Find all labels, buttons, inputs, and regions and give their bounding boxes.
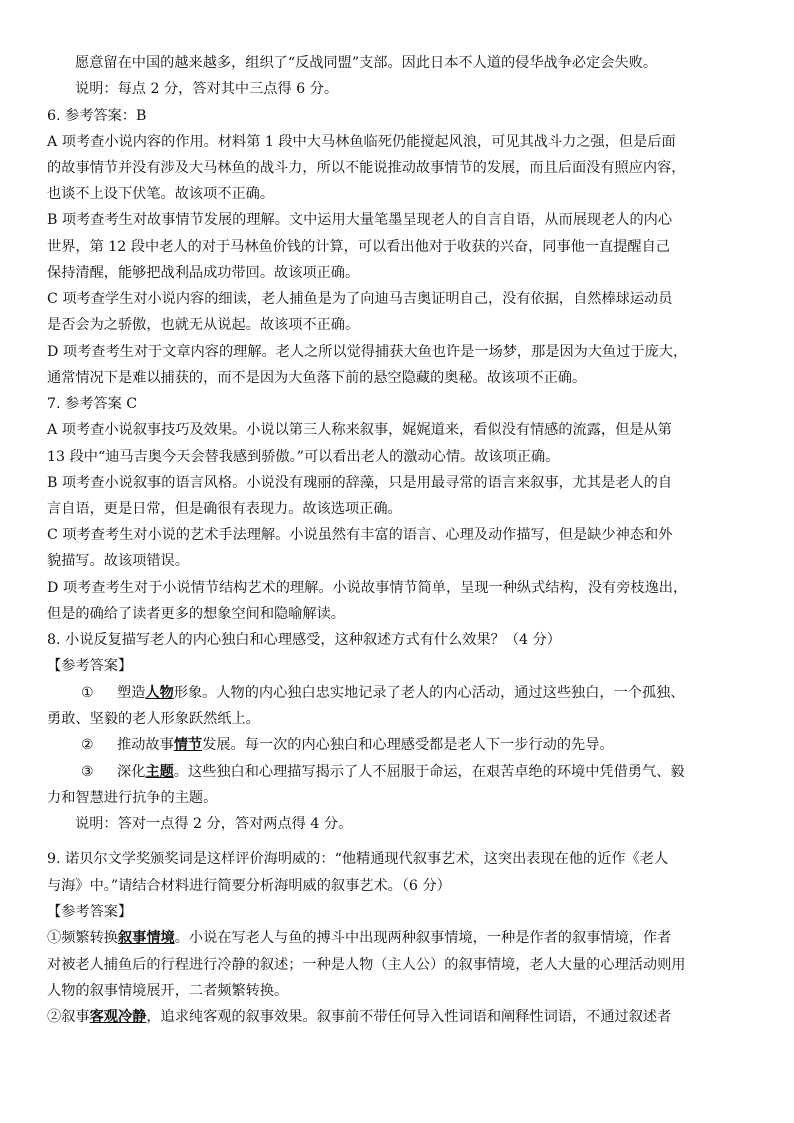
text-line: 说明：每点 2 分，答对其中三点得 6 分。	[75, 81, 339, 97]
text-line: 13 段中“迪马吉奥今天会替我感到骄傲。”可以看出老人的激动心情。故该项正确。	[47, 449, 560, 465]
question-8: 8. 小说反复描写老人的内心独白和心理感受，这种叙述方式有什么效果？（4 分）	[47, 632, 561, 648]
keyword: 情节	[173, 737, 203, 753]
answer-point-2: ②叙事客观冷静，追求纯客观的叙事效果。叙事前不带任何导入性词语和阐释性词语，不通过叙述者	[47, 1009, 672, 1025]
text-line: B 项考查小说叙事的语言风格。小说没有瑰丽的辞藻，只是用最寻常的语言来叙事，尤其是老人的自	[47, 475, 673, 491]
keyword: 客观冷静	[89, 1009, 147, 1025]
point-number: ①	[81, 685, 94, 701]
text-line: 7. 参考答案 C	[47, 396, 138, 412]
text-line: 人物的叙事情境展开，二者频繁转换。	[47, 983, 289, 999]
text-line: C 项考查学生对小说内容的细读，老人捕鱼是为了向迪马吉奥证明自己，没有依据，自然棒球运动员	[47, 291, 673, 307]
keyword: 主题	[145, 764, 174, 780]
text-line: C 项考查考生对小说的艺术手法理解。小说虽然有丰富的语言、心理及动作描写，但是缺少神态和外	[47, 527, 673, 543]
text-line: 6. 参考答案：B	[47, 108, 147, 124]
text-line: A 项考查小说叙事技巧及效果。小说以第三人称来叙事，娓娓道来，看似没有情感的流露，但是从第	[47, 422, 672, 438]
text-line: 是否会为之骄傲，也就无从说起。故该项不正确。	[47, 317, 360, 333]
answer-point-3: ③ 深化主题。这些独白和心理描写揭示了人不屈服于命运，在艰苦卓绝的环境中凭借勇气、毅	[81, 764, 685, 780]
text-line: 通常情况下是难以捕获的，而不是因为大鱼落下前的悬空隐藏的奥秘。故该项不正确。	[47, 370, 587, 386]
answer-point-2: ② 推动故事情节发展。每一次的内心独白和心理感受都是老人下一步行动的先导。	[81, 737, 614, 753]
point-number: ③	[81, 764, 94, 780]
text-line: 愿意留在中国的越来越多，组织了“反战同盟”支部。因此日本不人道的侵华战争必定会失败。	[75, 55, 658, 71]
text-line: 言自语，更是日常，但是确很有表现力。故该选项正确。	[47, 501, 402, 517]
text-line: 的故事情节并没有涉及大马林鱼的战斗力，所以不能说推动故事情节的发展，而且后面没有照应内容，	[47, 160, 686, 176]
text-line: 力和智慧进行抗争的主题。	[47, 790, 218, 806]
keyword: 叙事情境	[117, 930, 175, 946]
text-line: 保持清醒，能够把战利品成功带回。故该项正确。	[47, 265, 360, 281]
text-line: 勇敢、坚毅的老人形象跃然纸上。	[47, 711, 260, 727]
text-line: B 项考查考生对故事情节发展的理解。文中运用大量笔墨呈现老人的自言自语，从而展现老人的内心	[47, 212, 673, 228]
text-line: A 项考查小说内容的作用。材料第 1 段中大马林鱼临死仍能搅起风浪，可见其战斗力之强，但是后面	[47, 134, 676, 150]
text-line: 说明：答对一点得 2 分，答对两点得 4 分。	[75, 816, 353, 832]
text-line: 对被老人捕鱼后的行程进行冷静的叙述；一种是人物（主人公）的叙事情境，老人大量的心理活动则用	[47, 957, 686, 973]
answer-heading: 【参考答案】	[47, 904, 133, 920]
answer-point-1: ① 塑造人物形象。人物的内心独白忠实地记录了老人的内心活动，通过这些独白，一个孤独、	[81, 685, 685, 701]
text-line: 也谈不上设下伏笔。故该项不正确。	[47, 186, 275, 202]
text-line: 但是的确给了读者更多的想象空间和隐喻解读。	[47, 606, 345, 622]
text-line: D 项考查考生对于文章内容的理解。老人之所以觉得捕获大鱼也许是一场梦，那是因为大鱼过于庞大，	[47, 344, 688, 360]
text-line: D 项考查考生对于小说情节结构艺术的理解。小说故事情节简单，呈现一种纵式结构，没有旁枝逸出，	[47, 580, 688, 596]
text-line: 貌描写。故该项错误。	[47, 553, 189, 569]
question-9: 9. 诺贝尔文学奖颁奖词是这样评价海明威的：“他精通现代叙事艺术，这突出表现在他的近作《老人	[47, 851, 669, 867]
keyword: 人物	[145, 685, 174, 701]
text-line: 与海》中。”请结合材料进行简要分析海明威的叙事艺术。（6 分）	[47, 878, 451, 894]
answer-point-1: ①频繁转换叙事情境。小说在写老人与鱼的搏斗中出现两种叙事情境，一种是作者的叙事情境，作者	[47, 930, 672, 946]
text-line: 世界，第 12 段中老人的对于马林鱼价钱的计算，可以看出他对于收获的兴奋，同事他一直提醒自己	[47, 239, 670, 255]
point-number: ②	[81, 737, 94, 753]
answer-heading: 【参考答案】	[47, 658, 133, 674]
